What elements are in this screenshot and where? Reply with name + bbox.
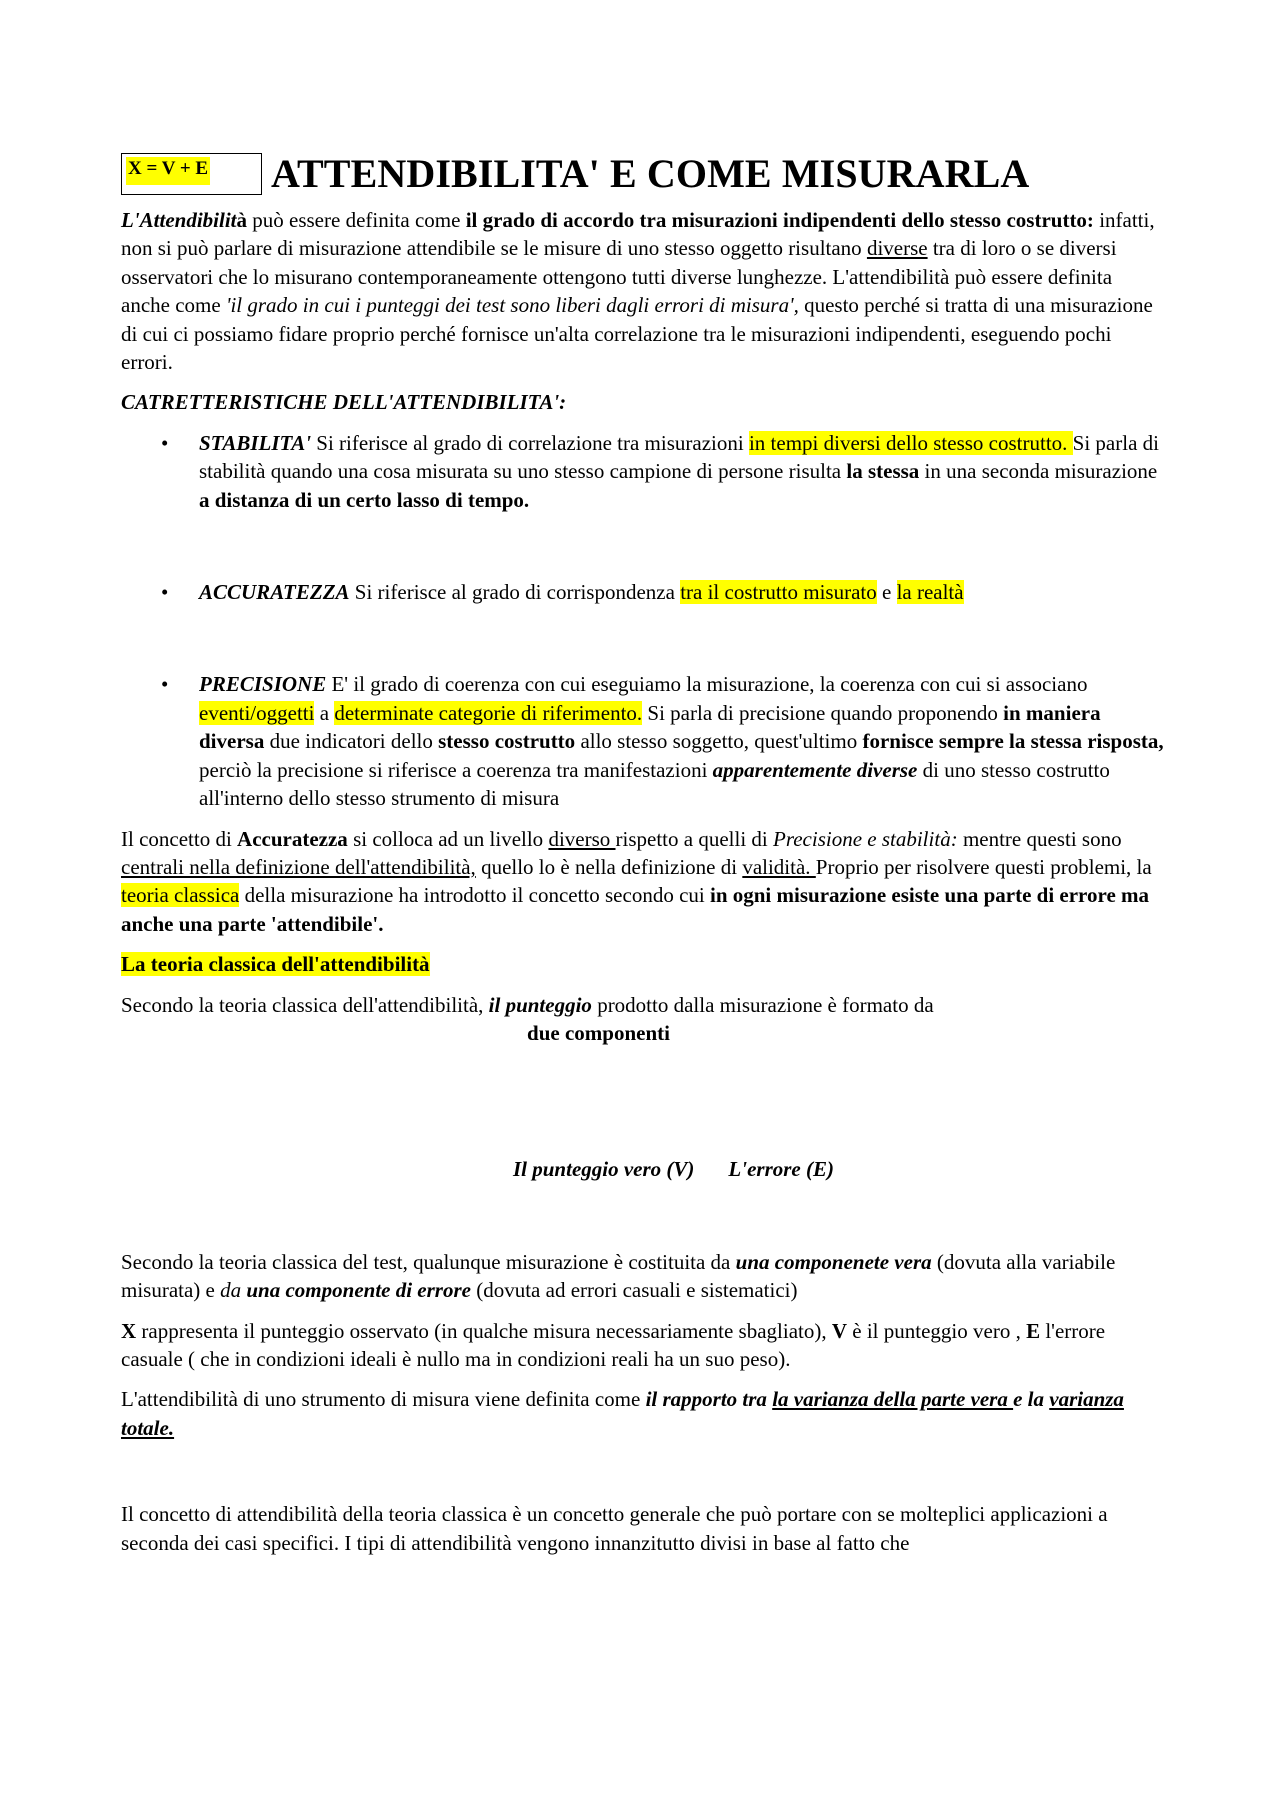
bullet-icon: • (161, 430, 169, 455)
concept-italic-1: Precisione e stabilità: (773, 826, 958, 851)
spacer (121, 1454, 1166, 1500)
stabilita-highlight-1: in tempi diversi dello stesso costrutto. (748, 430, 1073, 455)
concept-text-1: Il concetto di (121, 826, 238, 851)
characteristics-heading-text: CATRETTERISTICHE DELL'ATTENDIBILITA': (121, 390, 567, 415)
page-title: ATTENDIBILITA' E COME MISURARLA (271, 151, 1030, 196)
concept-underline-2: centrali nella definizione dell'attendibilità, (121, 854, 476, 879)
intro-term-end: à (236, 208, 248, 232)
stabilita-text-3: in una seconda misurazione (919, 459, 1158, 484)
accuratezza-label: ACCURATEZZA (199, 580, 350, 605)
precisione-text-7: di uno stesso costrutto all'interno dello stesso strumento di misura (199, 757, 1110, 811)
xve-text-2: è il punteggio vero , (847, 1318, 1027, 1343)
xve-paragraph (121, 1317, 1166, 1374)
final-paragraph: Il concetto di attendibilità della teoria classica è un concetto generale che può portare con se molteplici applicazioni a seconda dei casi specifici. I tipi di attendibilità vengono innanzitutto divisi in base al fatto che (121, 1502, 1108, 1555)
test-text-2: (dovuta alla variabile misurata) e (121, 1249, 1116, 1303)
accuratezza-highlight-2: la realtà (896, 580, 964, 605)
intro-underline-1: diverse (866, 236, 928, 261)
spacer (121, 1184, 1166, 1248)
stabilita-bold-2: a distanza di un certo lasso di tempo. (199, 487, 530, 512)
stabilita-bold-1: la stessa (846, 459, 920, 484)
list-item-accuratezza (121, 578, 1166, 606)
precisione-text-5: allo stesso soggetto, quest'ultimo (575, 729, 863, 754)
concept-underline-3: validità. (742, 854, 816, 879)
stabilita-text-2: Si parla di stabilità quando una cosa misurata su uno stesso campione di persone risulta (199, 430, 1159, 484)
components-row (121, 1155, 1166, 1183)
concept-underline-1: diverso (548, 826, 616, 851)
title-row (121, 152, 1166, 196)
ratio-bold-italic-1: il rapporto tra (645, 1387, 773, 1412)
intro-term: L'Attendibilit (121, 208, 237, 232)
test-italic-1: da (220, 1278, 242, 1303)
intro-text-3: tra di loro o se diversi osservatori che lo misurano contemporaneamente ottengono tutti diverse lunghezze. L'attendibilità può essere definita anche come (121, 236, 1117, 318)
xve-bold-x: X (121, 1318, 137, 1343)
xve-bold-e: E (1026, 1318, 1041, 1343)
list-item-precisione (121, 670, 1166, 812)
concept-bold-2: in ogni misurazione esiste una parte di errore ma anche una parte 'attendibile'. (121, 883, 1150, 936)
accuratezza-highlight-1: tra il costrutto misurato (680, 580, 877, 605)
concept-highlight-1: teoria classica (121, 883, 240, 908)
concept-text-4: mentre questi sono (957, 826, 1122, 851)
characteristics-heading (121, 388, 1166, 416)
intro-text-4: questo perché si tratta di una misurazione di cui ci possiamo fidare proprio perché fornisce un'alta correlazione tra le misurazioni indipendenti, eseguendo pochi errori. (121, 293, 1153, 375)
precisione-text-3: Si parla di precisione quando proponendo (642, 700, 1004, 725)
stabilita-text-1: Si riferisce al grado di correlazione tra misurazioni (311, 430, 749, 455)
test-text-3: (dovuta ad errori casuali e sistematici) (470, 1278, 798, 1303)
precisione-bold-italic-1: apparentemente diverse (712, 757, 918, 782)
bullet-icon: • (161, 580, 169, 605)
concept-text-2: si colloca ad un livello (347, 826, 549, 851)
bullet-icon: • (161, 672, 169, 697)
test-paragraph (121, 1248, 1166, 1305)
concept-text-3: rispetto a quelli di (615, 826, 773, 851)
precisione-bold-2: stesso costrutto (438, 729, 576, 754)
intro-text-2: infatti, non si può parlare di misurazione attendibile se le misure di uno stesso oggetto risultano (121, 208, 1155, 261)
precisione-text-6: perciò la precisione si riferisce a coerenza tra manifestazioni (199, 757, 713, 782)
component-true-score: Il punteggio vero (V) (513, 1157, 695, 1182)
characteristics-list (121, 429, 1166, 813)
precisione-highlight-2: determinate categorie di riferimento. (334, 700, 643, 725)
classic-intro-bold-italic-1: il punteggio (488, 992, 592, 1017)
concept-paragraph (121, 825, 1166, 939)
ratio-bold-italic-underline-1: la varianza della parte vera (772, 1387, 1014, 1412)
ratio-bold-italic-underline-2: varianza totale. (121, 1387, 1124, 1440)
accuratezza-text-1: Si riferisce al grado di corrispondenza (349, 580, 681, 605)
precisione-text-1: E' il grado di coerenza con cui eseguiamo la misurazione, la coerenza con cui si associano (326, 672, 1088, 697)
concept-text-5: quello lo è nella definizione di (475, 854, 743, 879)
formula-box (121, 153, 262, 195)
ratio-paragraph (121, 1385, 1166, 1442)
classic-intro-text-1: Secondo la teoria classica dell'attendibilità, (121, 992, 489, 1017)
xve-text-3: l'errore casuale ( che in condizioni ideali è nullo ma in condizioni reali ha un suo peso). (121, 1318, 1106, 1371)
precisione-bold-1: in maniera diversa (199, 700, 1101, 754)
intro-paragraph (121, 206, 1166, 376)
stabilita-label: STABILITA' (199, 430, 312, 455)
ratio-text-1: L'attendibilità di uno strumento di misura viene definita come (121, 1387, 646, 1412)
concept-text-6: Proprio per risolvere questi problemi, la (815, 854, 1152, 879)
precisione-text-4: due indicatori dello (264, 729, 439, 754)
intro-text-1: può essere definita come (247, 208, 466, 232)
test-bold-italic-1: una componenete vera (735, 1249, 932, 1274)
list-spacer (121, 606, 1166, 670)
two-components-text: due componenti (527, 1020, 670, 1045)
classic-heading (121, 950, 1166, 978)
document-page (121, 152, 1166, 1557)
concept-bold-1: Accuratezza (237, 826, 348, 851)
ratio-bold-italic-2: e la (1013, 1387, 1050, 1412)
precisione-label: PRECISIONE (199, 672, 327, 697)
xve-bold-v: V (831, 1318, 848, 1343)
concept-text-7: della misurazione ha introdotto il concetto secondo cui (239, 883, 710, 908)
precisione-highlight-1: eventi/oggetti (199, 700, 315, 725)
test-bold-italic-2: una componente di errore (241, 1278, 471, 1303)
classic-intro-paragraph (121, 991, 1166, 1019)
formula-label: X = V + E (126, 157, 210, 185)
component-error: L'errore (E) (728, 1157, 834, 1182)
test-text-1: Secondo la teoria classica del test, qualunque misurazione è costituita da (121, 1249, 736, 1274)
accuratezza-text-2: e (876, 580, 897, 605)
list-spacer (121, 514, 1166, 578)
intro-italic-1: 'il grado in cui i punteggi dei test sono liberi dagli errori di misura', (225, 293, 799, 318)
list-item-stabilita (121, 429, 1166, 514)
xve-text-1: rappresenta il punteggio osservato (in qualche misura necessariamente sbagliato), (136, 1318, 832, 1343)
intro-bold-1: il grado di accordo tra misurazioni indipendenti dello stesso costrutto: (465, 208, 1094, 232)
precisione-text-2: a (314, 700, 335, 725)
spacer (121, 1047, 1166, 1155)
classic-intro-text-2: prodotto dalla misurazione è formato da (591, 992, 934, 1017)
precisione-bold-3: fornisce sempre la stessa risposta, (862, 729, 1164, 754)
classic-heading-text: La teoria classica dell'attendibilità (121, 952, 430, 977)
two-components-line (121, 1019, 1166, 1047)
